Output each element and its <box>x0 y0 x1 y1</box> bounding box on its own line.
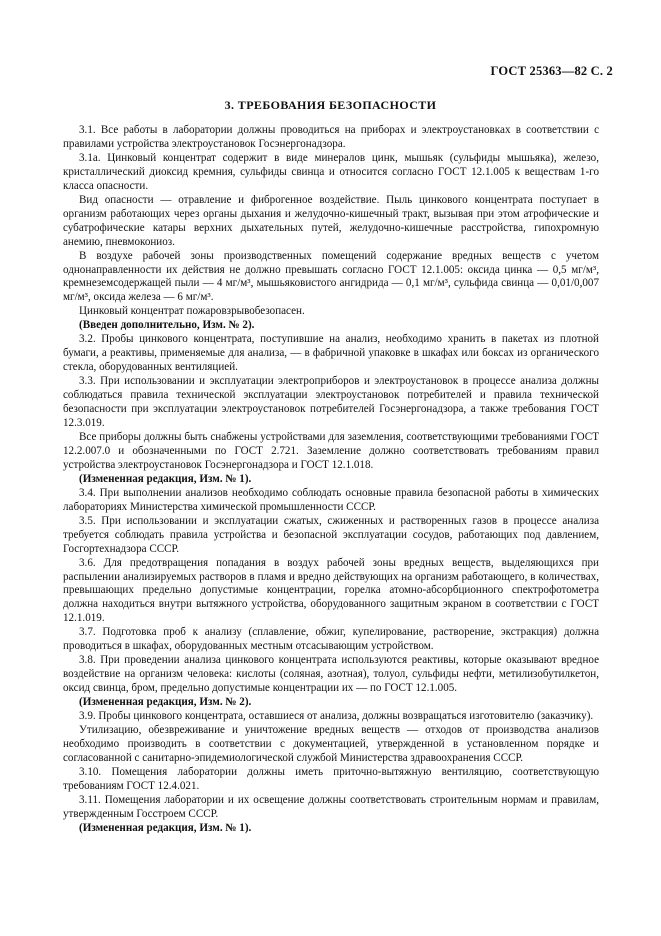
paragraph-3-1a: 3.1а. Цинковый концентрат содержит в виде минералов цинк, мышьяк (сульфиды мышьяка), железо, кристаллический диоксид кремния, сульфиды свинца и относится согласно ГОСТ 12.1.005 к веществам 1-го класса опасности. <box>63 151 599 192</box>
paragraph-grounding: Все приборы должны быть снабжены устройствами для заземления, соответствующими требованиями ГОСТ 12.2.007.0 и обозначенными по ГОСТ 2.721. Заземление должно соответствовать требованиям правил устройства электроустановок Госэнергонадзора и ГОСТ 12.1.018. <box>63 430 599 471</box>
amendment-note: (Измененная редакция, Изм. № 1). <box>79 472 252 485</box>
paragraph-air-limits: В воздухе рабочей зоны производственных помещений содержание вредных веществ с учетом однонаправленности их действия не должно превышать согласно ГОСТ 12.1.005: оксида цинка — 0,5 мг/м³, кремнеземсодержащей пыли — 4 мг/м³, мышьяковистого ангидрида — 0,1 мг/м³, сульфида свинца — 0,01/0,007 мг/м³, оксида железа — 6 мг/м³. <box>63 249 599 304</box>
paragraph-3-11: 3.11. Помещения лаборатории и их освещение должны соответствовать строительным нормам и правилам, утвержденным Госстроем СССР. <box>63 793 599 820</box>
paragraph-3-8: 3.8. При проведении анализа цинкового концентрата используются реактивы, которые оказывают вредное воздействие на организм человека: кислоты (соляная, азотная), толуол, сульфиды нефти, метилизобутилкетон, оксид свинца, бром, предельно допустимые концентрации их — по ГОСТ 12.1.005. <box>63 654 599 695</box>
paragraph-3-5: 3.5. При использовании и эксплуатации сжатых, сжиженных и растворенных газов в процессе анализа требуется соблюдать правила устройства и безопасной эксплуатации сосудов, работающих под давлением, Госгортехнадзора СССР. <box>63 514 599 555</box>
amendment-note: (Введен дополнительно, Изм. № 2). <box>79 319 255 332</box>
paragraph-3-1: 3.1. Все работы в лаборатории должны проводиться на приборах и электроустановках в соответствии с правилами устройства электроустановок Госэнергонадзора. <box>63 124 599 150</box>
paragraph-3-6: 3.6. Для предотвращения попадания в воздух рабочей зоны вредных веществ, выделяющихся при распылении анализируемых растворов в пламя и вредно действующих на организм работающего, в количествах, превышающих предельно допустимые концентрации, горелка атомно-абсорбционного спектрофотометра должна находиться внутри вытяжного устройства, оборудованного защитным экраном в соответствии с ГОСТ 12.1.019. <box>63 556 599 625</box>
amendment-note: (Измененная редакция, Изм. № 1). <box>79 821 252 834</box>
amendment-note: (Измененная редакция, Изм. № 2). <box>79 696 252 709</box>
paragraph-fire-safety: Цинковый концентрат пожаровзрывобезопасен. <box>79 305 305 318</box>
paragraph-3-9: 3.9. Пробы цинкового концентрата, оставшиеся от анализа, должны возвращаться изготовителю (заказчику). <box>79 710 594 723</box>
paragraph-hazard-type: Вид опасности — отравление и фиброгенное воздействие. Пыль цинкового концентрата поступает в организм работающих через органы дыхания и желудочно-кишечный тракт, вызывая при этом атрофические и субатрофические катары верхних дыхательных путей, желудочно-кишечные расстройства, гипохромную анемию, пневмокониоз. <box>63 193 599 248</box>
paragraph-3-2: 3.2. Пробы цинкового концентрата, поступившие на анализ, необходимо хранить в пакетах из плотной бумаги, а реактивы, применяемые для анализа, — в фабричной упаковке в шкафах или боксах из органического стекла, оборудованных вентиляцией. <box>63 333 599 374</box>
paragraph-3-4: 3.4. При выполнении анализов необходимо соблюдать основные правила безопасной работы в химических лабораториях Министерства химической промышленности СССР. <box>63 486 599 513</box>
section-title: 3. ТРЕБОВАНИЯ БЕЗОПАСНОСТИ <box>224 98 437 112</box>
paragraph-3-3: 3.3. При использовании и эксплуатации электроприборов и электроустановок в процессе анализа должны соблюдаться правила технической эксплуатации электроустановок потребителей и правила технической безопасности при эксплуатации электроустановок потребителей Госэнергонадзора, а также требования ГОСТ 12.3.019. <box>63 375 599 430</box>
section-body <box>63 124 599 836</box>
paragraph-3-10: 3.10. Помещения лаборатории должны иметь приточно-вытяжную вентиляцию, соответствующую требованиям ГОСТ 12.4.021. <box>63 765 599 792</box>
paragraph-waste-disposal: Утилизацию, обезвреживание и уничтожение вредных веществ — отходов от производства анализов необходимо производить в соответствии с документацией, утвержденной в установленном порядке и согласованной с санитарно-эпидемиологической службой Министерства здравоохранения СССР. <box>63 723 599 764</box>
paragraph-3-7: 3.7. Подготовка проб к анализу (сплавление, обжиг, купелирование, растворение, экстракция) должна проводиться в шкафах, оборудованных местным отсасывающим устройством. <box>63 626 599 653</box>
page-header-doc-ref: ГОСТ 25363—82 С. 2 <box>490 64 613 78</box>
